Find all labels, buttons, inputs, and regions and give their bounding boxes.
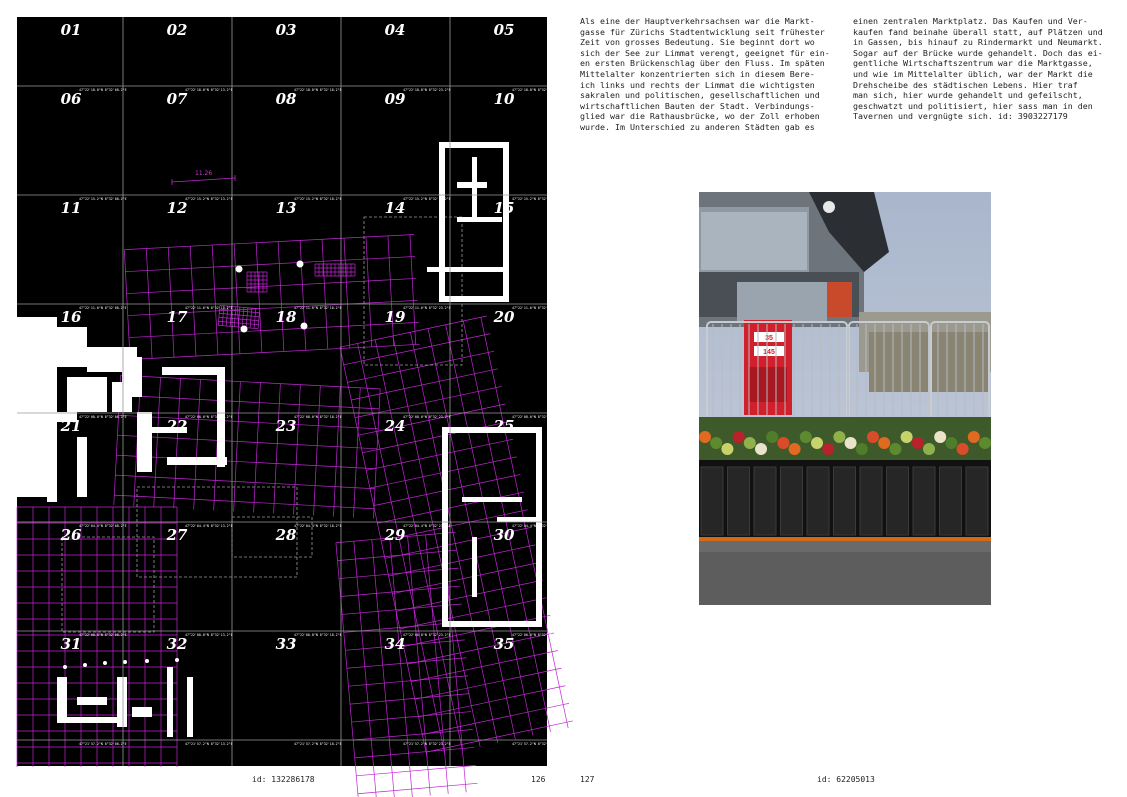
map-marker (297, 261, 304, 268)
building-footprint (503, 142, 509, 302)
crate (887, 467, 909, 535)
grid-coordinate: 47°22'08.0"N 8°32'18.2"E (294, 415, 342, 419)
grid-cell-number: 27 (166, 526, 188, 544)
survey-grid (114, 375, 380, 518)
vegetable (710, 437, 722, 449)
building-footprint (497, 517, 537, 522)
vegetable (699, 431, 711, 443)
grid-cell-number: 08 (275, 90, 297, 108)
vegetable (800, 431, 812, 443)
vegetable (721, 443, 733, 455)
vegetable (811, 437, 823, 449)
building-footprint (167, 457, 227, 465)
grid-cell-number: 07 (166, 90, 188, 108)
vegetable (845, 437, 857, 449)
grid-coordinate: 47°22'04.4"N 8°32'28.2"E (512, 524, 560, 528)
map-panel (17, 17, 560, 766)
grid-coordinate: 47°22'04.4"N 8°32'23.2"E (403, 524, 451, 528)
grid-coordinate: 47°22'11.6"N 8°32'18.2"E (294, 306, 342, 310)
grid-cell-number: 28 (275, 526, 297, 544)
grid-cell-number: 16 (60, 308, 82, 326)
grid-coordinate: 47°22'08.0"N 8°32'08.2"E (79, 415, 127, 419)
grid-coordinate: 47°22'15.2"N 8°32'23.2"E (403, 197, 451, 201)
grid-cell-number: 32 (166, 635, 188, 653)
grid-cell-number: 04 (384, 21, 406, 39)
map-marker (63, 665, 67, 669)
grid-cell-number: 17 (166, 308, 188, 326)
vegetable (934, 431, 946, 443)
grid-cell-number: 03 (275, 21, 297, 39)
building-footprint (122, 357, 142, 397)
grid-cell-number: 09 (384, 90, 406, 108)
map-marker (241, 326, 248, 333)
building-footprint (57, 327, 87, 367)
crate (966, 467, 988, 535)
grid-coordinate: 47°22'11.6"N 8°32'23.2"E (403, 306, 451, 310)
map-marker (123, 660, 127, 664)
map-marker (103, 661, 107, 665)
survey-grid (247, 272, 267, 292)
building-footprint (439, 142, 509, 148)
vegetable (957, 443, 969, 455)
map-marker (83, 663, 87, 667)
grid-cell-number: 12 (166, 199, 188, 217)
footer-right-id: id: 62205013 (817, 775, 875, 784)
vegetable (889, 443, 901, 455)
building-footprint (442, 621, 542, 627)
building-footprint (162, 367, 222, 375)
building-footprint (67, 377, 107, 412)
grid-cell-number: 10 (493, 90, 515, 108)
vegetable (856, 443, 868, 455)
building-footprint (439, 296, 509, 302)
grid-cell-number: 01 (60, 21, 82, 39)
map-drawing (17, 17, 547, 766)
grid-cell-number: 33 (275, 635, 297, 653)
grid-coordinate: 47°22'11.6"N 8°32'13.2"E (185, 306, 233, 310)
building-footprint (132, 707, 152, 717)
vegetable (733, 431, 745, 443)
crate (754, 467, 776, 535)
footer-left-id: id: 132286178 (252, 775, 315, 784)
crate (860, 467, 882, 535)
crate (834, 467, 856, 535)
map-marker (175, 658, 179, 662)
grid-cell-number: 35 (493, 635, 515, 653)
crate (701, 467, 723, 535)
building-footprint (57, 717, 127, 723)
vegetable (878, 437, 890, 449)
vegetable (744, 437, 756, 449)
survey-grid (315, 264, 355, 276)
building-footprint (187, 677, 193, 737)
grid-coordinate: 47°22'00.8"N 8°32'13.2"E (185, 633, 233, 637)
building-footprint (77, 437, 87, 497)
grid-cell-number: 30 (493, 526, 515, 544)
vegetable (755, 443, 767, 455)
grid-cell-number: 24 (384, 417, 406, 435)
vegetable (822, 443, 834, 455)
vegetable (867, 431, 879, 443)
grid-cell-number: 29 (384, 526, 406, 544)
grid-cell-number: 02 (166, 21, 188, 39)
vegetable (968, 431, 980, 443)
grid-cell-number: 23 (275, 417, 297, 435)
grid-coordinate: 47°22'08.0"N 8°32'28.2"E (512, 415, 560, 419)
vegetable (777, 437, 789, 449)
crate (940, 467, 962, 535)
grid-coordinate: 47°22'04.4"N 8°32'13.2"E (185, 524, 233, 528)
building-footprint (57, 677, 67, 717)
grid-coordinate: 47°22'15.2"N 8°32'08.2"E (79, 197, 127, 201)
vegetable (766, 431, 778, 443)
page-number-left: 126 (531, 775, 546, 784)
text-column-2: einen zentralen Marktplatz. Das Kaufen und Ver- kaufen fand beinahe überall statt, auf Plätzen und in Gassen, bis hinauf zu Rindermarkt und Neumarkt. Sogar auf der Brücke wurde gehandelt. Doch das ei- gentliche Wirtschaftszentrum war die Marktgasse, und wie im Mittelalter üblich, war der Markt die Drehscheibe des städtischen Lebens. Hier traf man sich, hier wurde gehandelt und gefeilscht, geschwatzt und politisiert, hier sass man in den Tavernen und vergnügte sich. id: 3903227179 (853, 16, 1103, 122)
vegetable (912, 437, 924, 449)
vegetable (979, 437, 991, 449)
grid-coordinate: 47°21'57.2"N 8°32'13.2"E (185, 742, 233, 746)
vegetable (789, 443, 801, 455)
grid-coordinate: 47°22'00.8"N 8°32'28.2"E (512, 633, 560, 637)
building-footprint (439, 142, 445, 302)
grid-cell-number: 31 (60, 635, 82, 653)
grid-cell-number: 19 (384, 308, 406, 326)
building-footprint (167, 667, 173, 737)
grid-cell-number: 22 (166, 417, 188, 435)
vegetable (833, 431, 845, 443)
grid-coordinate: 47°22'18.8"N 8°32'08.2"E (79, 88, 127, 92)
grid-cell-number: 06 (60, 90, 82, 108)
grid-coordinate: 47°21'57.2"N 8°32'23.2"E (403, 742, 451, 746)
text-column-1: Als eine der Hauptverkehrsachsen war die Markt- gasse für Zürichs Stadtentwicklung seit frühester Zeit von grosses Bedeutung. Sie beginnt dort wo sich der See zur Limmat verengt, geeignet für ein- en ersten Brückenschlag über den Fluss. Im späten Mittelalter konzentrierten sich in diesem Bere- ich links und rechts der Limmat die wichtigsten sakralen und politischen, gesellschaftlichen und wirtschaftlichen Bauten der Stadt. Verbindungs- glied war die Rathausbrücke, wo der Zoll erhoben wurde. Im Unterschied zu anderen Städten gab es (580, 16, 830, 132)
grid-coordinate: 47°22'04.4"N 8°32'18.2"E (294, 524, 342, 528)
building-footprint (427, 267, 507, 272)
grid-cell-number: 18 (275, 308, 297, 326)
grid-coordinate: 47°22'18.8"N 8°32'23.2"E (403, 88, 451, 92)
building-footprint (462, 497, 522, 502)
grid-cell-number: 21 (60, 417, 82, 435)
map-marker (236, 266, 243, 273)
map-marker (145, 659, 149, 663)
grid-cell-number: 11 (60, 199, 82, 217)
grid-cell-number: 25 (493, 417, 515, 435)
grid-coordinate: 47°22'04.4"N 8°32'08.2"E (79, 524, 127, 528)
grid-cell-number: 14 (384, 199, 406, 217)
grid-cell-number: 26 (60, 526, 82, 544)
grid-coordinate: 47°22'18.8"N 8°32'13.2"E (185, 88, 233, 92)
grid-coordinate: 47°21'57.2"N 8°32'28.2"E (512, 742, 560, 746)
grid-coordinate: 47°22'00.8"N 8°32'18.2"E (294, 633, 342, 637)
vegetable (901, 431, 913, 443)
grid-coordinate: 47°22'18.8"N 8°32'28.2"E (512, 88, 560, 92)
grid-coordinate: 47°22'08.0"N 8°32'13.2"E (185, 415, 233, 419)
building-footprint (457, 217, 502, 222)
grid-coordinate: 47°22'08.0"N 8°32'23.2"E (403, 415, 451, 419)
grid-cell-number: 34 (384, 635, 406, 653)
grid-cell-number: 05 (493, 21, 515, 39)
scale-label: 11.26 (195, 170, 213, 177)
crate (728, 467, 750, 535)
page-number-right: 127 (580, 775, 595, 784)
crate (781, 467, 803, 535)
market-photo (699, 192, 991, 605)
grid-coordinate: 47°22'00.8"N 8°32'08.2"E (79, 633, 127, 637)
grid-coordinate: 47°22'15.2"N 8°32'13.2"E (185, 197, 233, 201)
grid-cell-number: 15 (493, 199, 515, 217)
grid-cell-number: 13 (275, 199, 297, 217)
grid-coordinate: 47°21'57.2"N 8°32'08.2"E (79, 742, 127, 746)
grid-coordinate: 47°22'11.6"N 8°32'28.2"E (512, 306, 560, 310)
sign-price-2: 145 (763, 349, 775, 356)
grid-coordinate: 47°22'00.8"N 8°32'23.2"E (403, 633, 451, 637)
crate (913, 467, 935, 535)
grid-coordinate: 47°22'18.8"N 8°32'18.2"E (294, 88, 342, 92)
crate (807, 467, 829, 535)
building-footprint (77, 697, 107, 705)
vegetable (945, 437, 957, 449)
building-footprint (472, 537, 477, 597)
grid-coordinate: 47°22'15.2"N 8°32'18.2"E (294, 197, 342, 201)
sign-price-1: 35 (765, 335, 773, 342)
market-photo-drawing (699, 192, 991, 605)
grid-coordinate: 47°22'11.6"N 8°32'08.2"E (79, 306, 127, 310)
vegetable (923, 443, 935, 455)
grid-coordinate: 47°21'57.2"N 8°32'18.2"E (294, 742, 342, 746)
grid-cell-number: 20 (493, 308, 515, 326)
grid-coordinate: 47°22'15.2"N 8°32'28.2"E (512, 197, 560, 201)
